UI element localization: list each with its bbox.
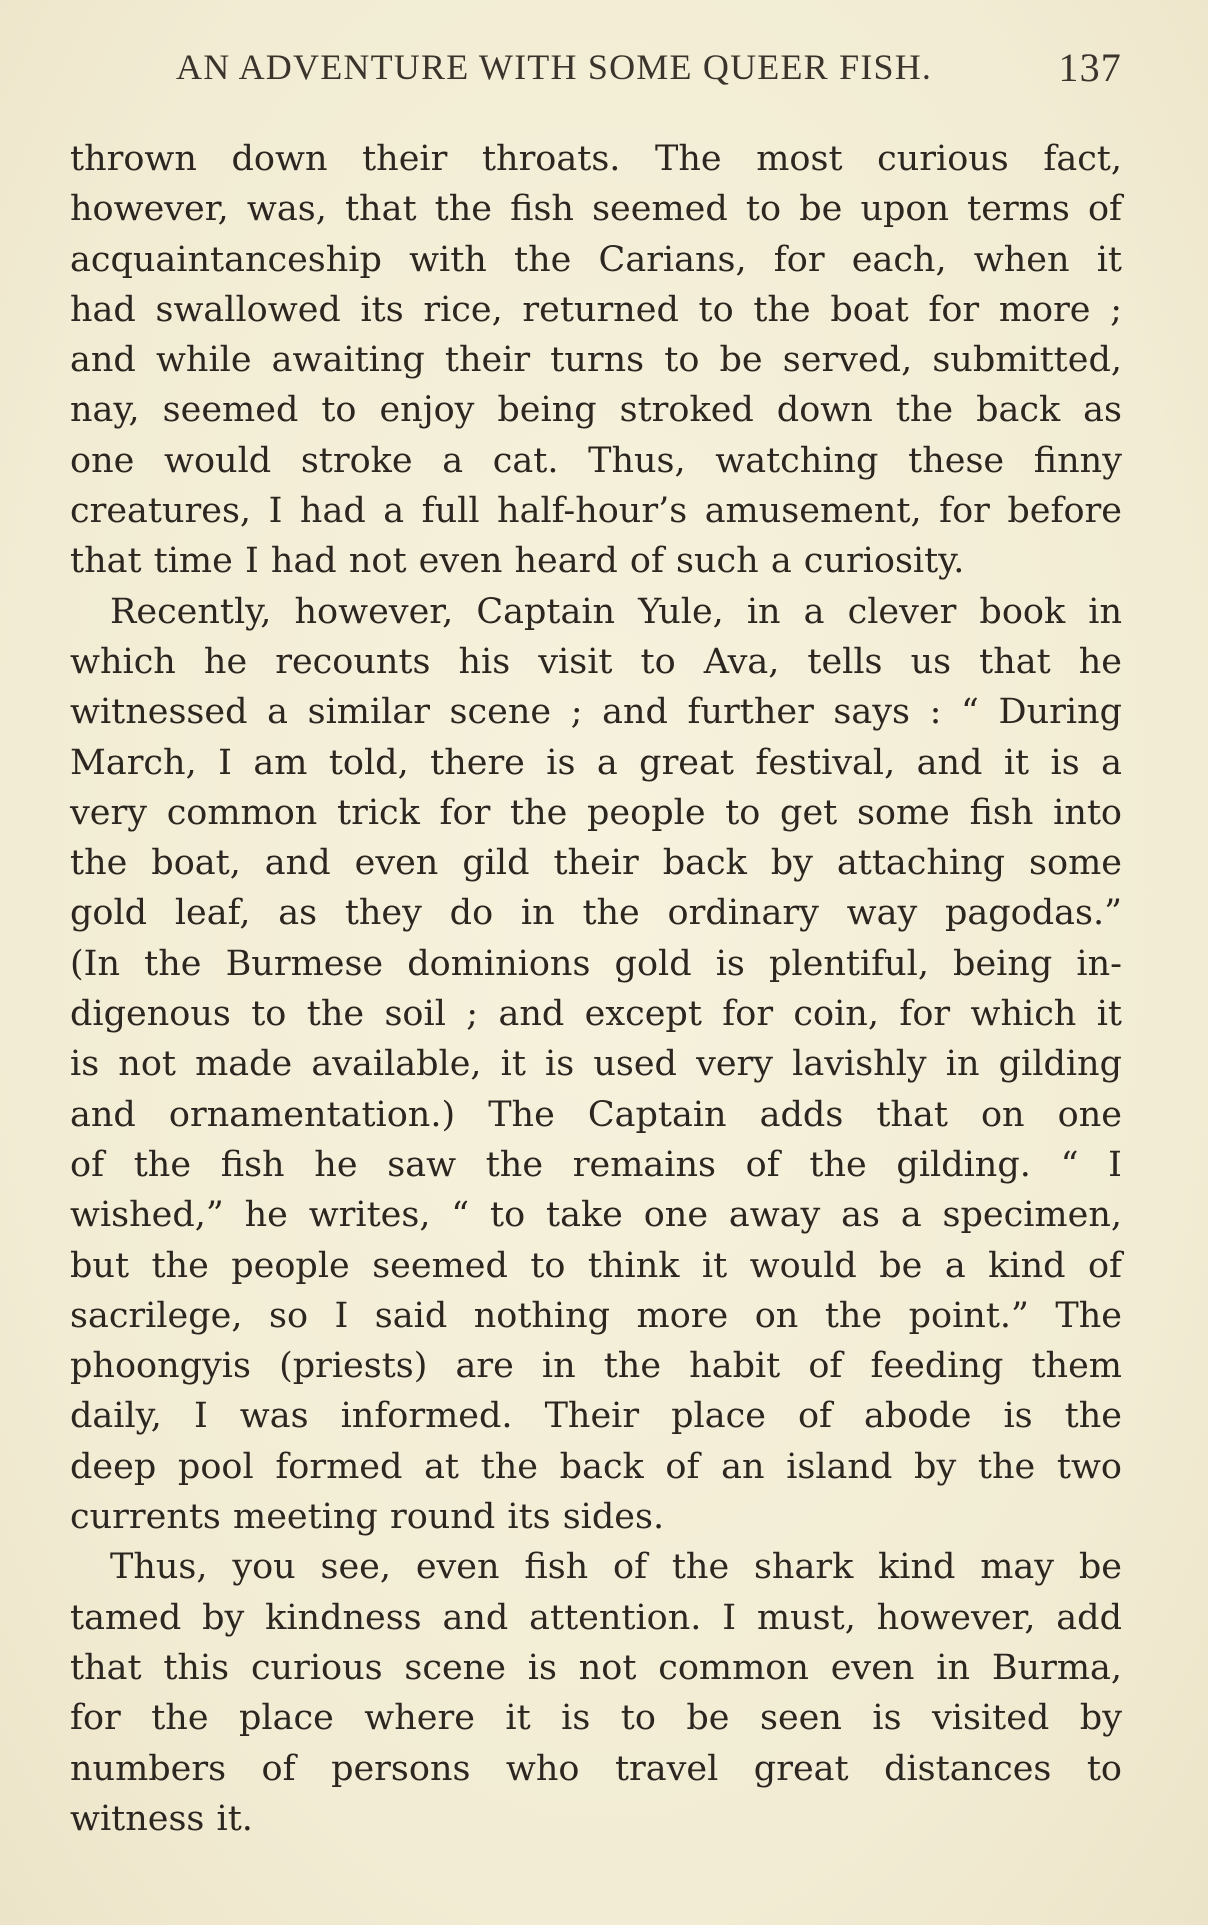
paragraph (70, 587, 1122, 1543)
running-head (176, 46, 1122, 90)
text-line: numbers of persons who travel great distances to (70, 1748, 1122, 1789)
text-line: acquaintanceship with the Carians, for each, when it (70, 239, 1122, 280)
text-line: tamed by kindness and attention. I must, however, add (70, 1597, 1122, 1638)
text-line: gold leaf, as they do in the ordinary way pagodas.” (70, 893, 1122, 934)
text-line: wished,” he writes, “ to take one away as a specimen, (70, 1195, 1122, 1236)
text-line: and while awaiting their turns to be served, submitted, (70, 340, 1122, 381)
text-line: for the place where it is to be seen is visited by (70, 1698, 1122, 1739)
text-line: thrown down their throats. The most curious fact, (70, 139, 1122, 179)
text-line: very common trick for the people to get some fish into (70, 792, 1122, 833)
text-line: one would stroke a cat. Thus, watching these finny (70, 440, 1122, 481)
text-line: that this curious scene is not common even in Burma, (70, 1647, 1122, 1688)
text-line: digenous to the soil ; and except for coin, for which it (70, 994, 1122, 1035)
page-number: 137 (1058, 45, 1122, 90)
body-text (70, 134, 1122, 1844)
text-line: deep pool formed at the back of an island by the two (70, 1446, 1122, 1487)
running-head-title: AN ADVENTURE WITH SOME QUEER FISH. (176, 47, 933, 87)
text-line: which he recounts his visit to Ava, tells us that he (70, 641, 1122, 682)
paragraph (70, 134, 1122, 587)
text-line: the boat, and even gild their back by attaching some (70, 843, 1122, 884)
text-line: Recently, however, Captain Yule, in a clever book in (110, 591, 1122, 632)
text-line: but the people seemed to think it would be a kind of (70, 1245, 1122, 1286)
text-line: daily, I was informed. Their place of abode is the (70, 1396, 1122, 1437)
text-line: witness it. (70, 1798, 253, 1839)
text-line: nay, seemed to enjoy being stroked down the back as (70, 390, 1122, 431)
text-line: phoongyis (priests) are in the habit of feeding them (70, 1346, 1122, 1387)
text-line: currents meeting round its sides. (70, 1497, 665, 1538)
text-line: Thus, you see, even fish of the shark kind may be (110, 1547, 1122, 1588)
text-line: March, I am told, there is a great festival, and it is a (70, 742, 1122, 783)
text-line: (In the Burmese dominions gold is plentiful, being in- (70, 943, 1122, 984)
text-line: is not made available, it is used very lavishly in gilding (70, 1044, 1122, 1085)
text-line: that time I had not even heard of such a curiosity. (70, 541, 965, 582)
text-line: creatures, I had a full half-hour’s amusement, for before (70, 491, 1122, 532)
text-line: sacrilege, so I said nothing more on the point.” The (70, 1295, 1122, 1336)
paragraph (70, 1542, 1122, 1844)
text-line: had swallowed its rice, returned to the boat for more ; (70, 289, 1122, 330)
text-line: witnessed a similar scene ; and further says : “ During (70, 692, 1122, 733)
text-line: and ornamentation.) The Captain adds that on one (70, 1094, 1122, 1135)
text-line: of the fish he saw the remains of the gilding. “ I (70, 1144, 1122, 1185)
text-line: however, was, that the fish seemed to be upon terms of (70, 189, 1122, 230)
